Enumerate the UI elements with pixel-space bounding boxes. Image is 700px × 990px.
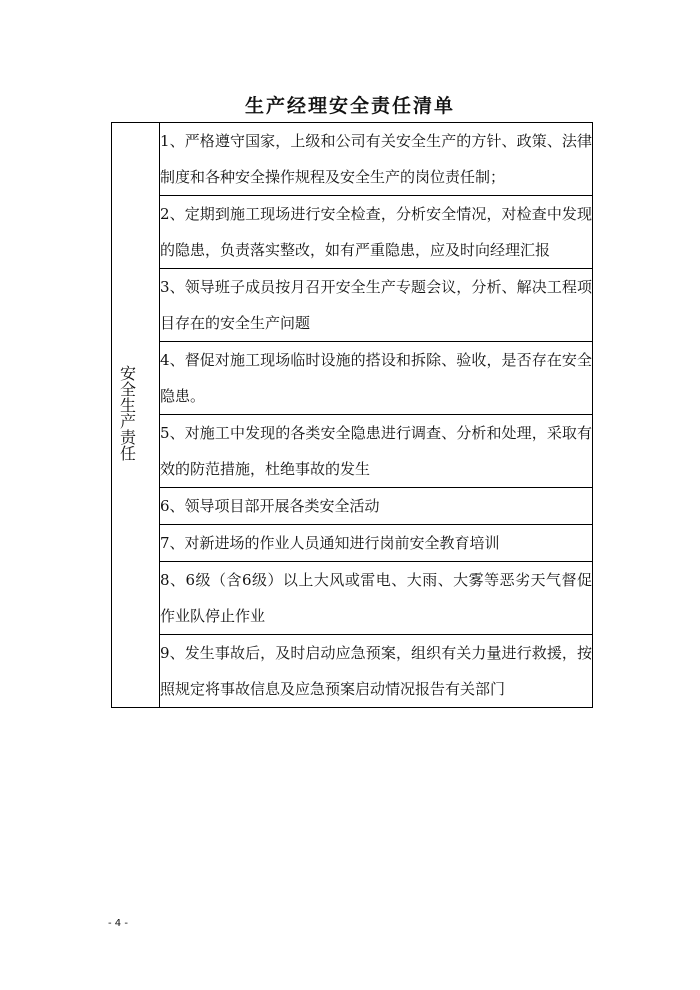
responsibility-item-6: 6、领导项目部开展各类安全活动 <box>160 488 593 525</box>
table-row <box>112 635 593 708</box>
responsibility-item-5: 5、对施工中发现的各类安全隐患进行调查、分析和处理，采取有效的防范措施，杜绝事故的发生 <box>160 415 593 488</box>
document-title: 生产经理安全责任清单 <box>244 95 455 117</box>
responsibility-table <box>111 122 593 708</box>
table-row <box>112 525 593 562</box>
responsibility-item-1: 1、严格遵守国家，上级和公司有关安全生产的方针、政策、法律制度和各种安全操作规程及安全生产的岗位责任制； <box>160 123 593 196</box>
table-row <box>112 123 593 196</box>
table-row <box>112 196 593 269</box>
table-row <box>112 269 593 342</box>
category-cell <box>112 123 160 708</box>
responsibility-item-9: 9、发生事故后，及时启动应急预案，组织有关力量进行救援，按照规定将事故信息及应急预案启动情况报告有关部门 <box>160 635 593 708</box>
responsibility-item-2: 2、定期到施工现场进行安全检查，分析安全情况，对检查中发现的隐患，负责落实整改，如有严重隐患，应及时向经理汇报 <box>160 196 593 269</box>
table-row <box>112 415 593 488</box>
responsibility-item-3: 3、领导班子成员按月召开安全生产专题会议，分析、解决工程项目存在的安全生产问题 <box>160 269 593 342</box>
table-row <box>112 562 593 635</box>
responsibility-item-8: 8、6级（含6级）以上大风或雷电、大雨、大雾等恶劣天气督促作业队停止作业 <box>160 562 593 635</box>
table-row <box>112 488 593 525</box>
page-number: - 4 - <box>108 918 128 929</box>
table-row <box>112 342 593 415</box>
responsibility-item-7: 7、对新进场的作业人员通知进行岗前安全教育培训 <box>160 525 593 562</box>
category-label: 安全生产责任 <box>117 365 137 461</box>
responsibility-item-4: 4、督促对施工现场临时设施的搭设和拆除、验收，是否存在安全隐患。 <box>160 342 593 415</box>
